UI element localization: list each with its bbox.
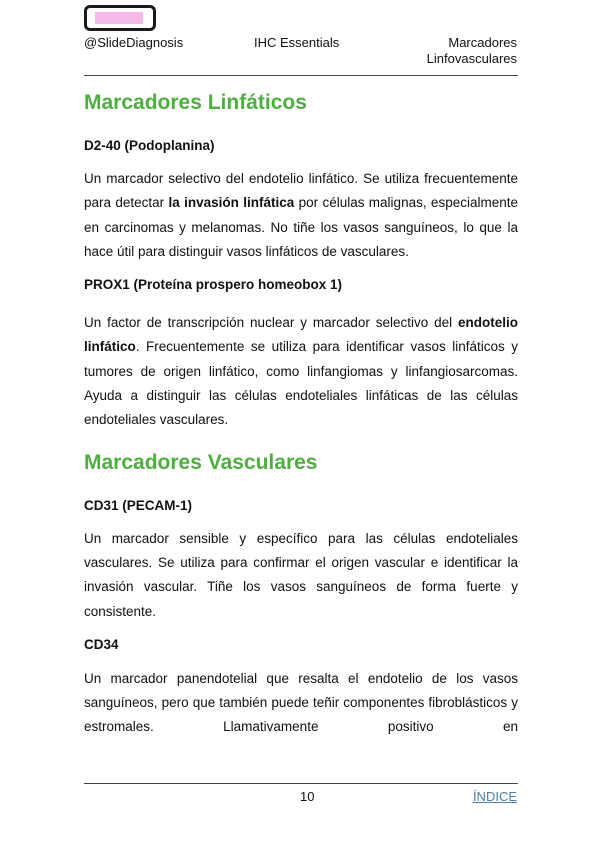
desc-text: por células malignas, especialmente en carcinomas y melanomas. No tiñe los vasos sanguíneos, lo que la hace útil para distinguir vasos linfáticos de vasculares. <box>84 195 518 259</box>
index-link[interactable]: ÍNDICE <box>472 789 517 804</box>
marker-name-cd31: CD31 (PECAM-1) <box>84 497 193 513</box>
marker-name-prox1: PROX1 (Proteína prospero homeobox 1) <box>84 277 343 293</box>
marker-name-cd34: CD34 <box>84 636 119 652</box>
desc-emphasis: endotelio linfático <box>84 315 518 355</box>
desc-text: . Frecuentemente se utiliza para identificar vasos linfáticos y tumores de origen linfático, como linfangiomas y linfangiosarcomas. Ayuda a distinguir las células endoteliales linfáticas de las células endoteliales vasculares. <box>84 339 518 428</box>
header-divider <box>84 75 518 76</box>
header-chapter <box>387 35 517 67</box>
marker-description-d240 <box>84 167 518 264</box>
footer-divider <box>84 783 518 784</box>
marker-description-cd31: Un marcador sensible y específico para las células endoteliales vasculares. Se utiliza para confirmar el origen vascular e identificar la invasión vascular. Tiñe los vasos sanguíneos de forma fuerte y consistente. <box>84 530 518 619</box>
logo <box>84 5 156 31</box>
header-chapter-line2: Linfovasculares <box>426 51 517 66</box>
logo-fill <box>95 12 143 24</box>
desc-emphasis: la invasión linfática <box>168 195 295 211</box>
marker-name-d240: D2-40 (Podoplanina) <box>84 138 215 153</box>
desc-text: Un factor de transcripción nuclear y marcador selectivo del <box>84 315 458 331</box>
marker-description-cd34: Un marcador panendotelial que resalta el endotelio de los vasos sanguíneos, pero que también puede teñir componentes fibroblásticos y estromales. Llamativamente positivo en <box>84 670 518 735</box>
page-number: 10 <box>300 789 315 804</box>
section-title-vascular: Marcadores Vasculares <box>84 450 318 474</box>
marker-description-prox1 <box>84 311 518 432</box>
header-author: @SlideDiagnosis <box>84 35 184 50</box>
section-title-lymphatic: Marcadores Linfáticos <box>84 91 307 114</box>
header-book-title: IHC Essentials <box>254 35 340 50</box>
page-content <box>84 86 518 740</box>
header-chapter-line1: Marcadores <box>448 35 517 50</box>
desc-text: Un marcador selectivo del endotelio linfático. Se utiliza frecuentemente para detectar <box>84 171 518 211</box>
